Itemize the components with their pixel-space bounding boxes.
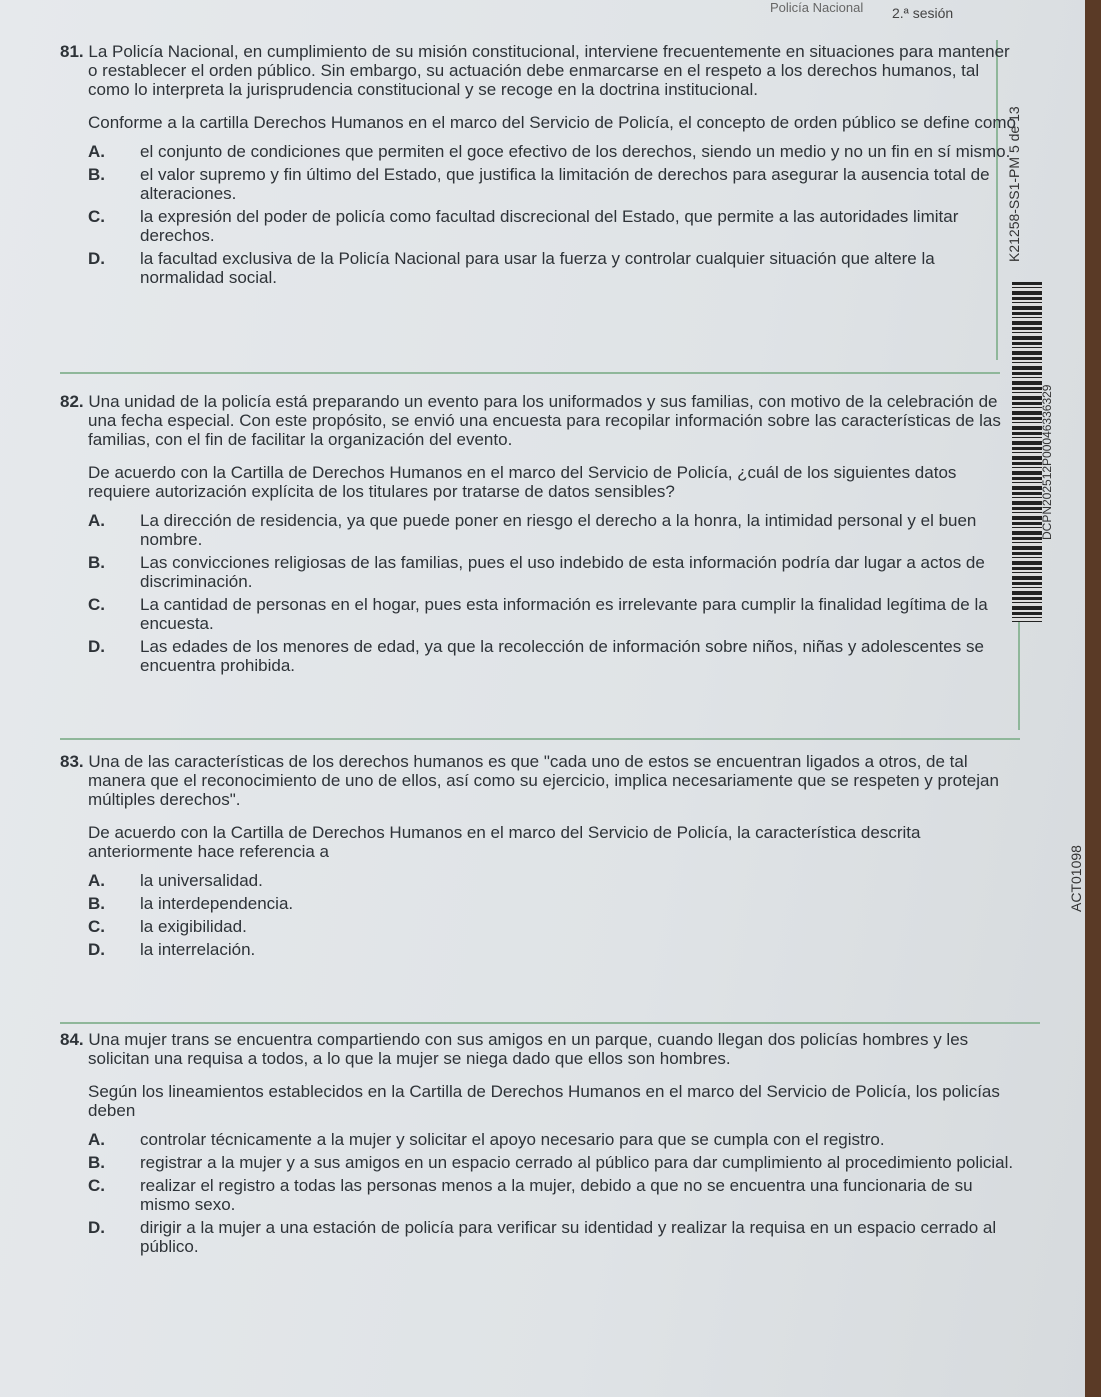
option-text: Las convicciones religiosas de las familias, pues el uso indebido de esta información podría dar lugar a actos de discriminación. [140, 553, 985, 591]
question-lead: De acuerdo con la Cartilla de Derechos Humanos en el marco del Servicio de Policía, ¿cuál de los siguientes datos requiere autorización explícita de los titulares por tratarse de datos sensibles? [88, 463, 957, 501]
option-text: controlar técnicamente a la mujer y solicitar el apoyo necesario para que se cumpla con el registro. [140, 1130, 885, 1149]
question-text: Una mujer trans se encuentra compartiendo con sus amigos en un parque, cuando llegan dos policías hombres y les solicitan una requisa a todos, a lo que la mujer se niega dado que ellos son hombres. [88, 1030, 969, 1068]
answer-option[interactable] [88, 511, 1020, 549]
question-84 [60, 1030, 1020, 1260]
divider [60, 738, 1020, 740]
question-lead: Según los lineamientos establecidos en la Cartilla de Derechos Humanos en el marco del Servicio de Policía, los policías deben [88, 1082, 1000, 1120]
question-stem [60, 42, 1020, 99]
answer-option[interactable] [88, 637, 1020, 675]
divider [60, 372, 1000, 374]
act-code: ACT01098 [1068, 845, 1084, 912]
answer-option[interactable] [88, 207, 1020, 245]
question-stem [60, 1030, 1020, 1068]
option-letter: A. [88, 142, 105, 161]
answer-option[interactable] [88, 940, 1020, 959]
option-letter: C. [88, 917, 105, 936]
answer-option[interactable] [88, 1130, 1020, 1149]
question-text: La Policía Nacional, en cumplimiento de su misión constitucional, interviene frecuentemente en situaciones para mantener o restablecer el orden público. Sin embargo, su actuación debe enmarcarse en el respeto a los derechos humanos, tal como lo interpreta la jurisprudencia constitucional y se recoge en la doctrina institucional. [88, 42, 1010, 99]
answer-option[interactable] [88, 142, 1020, 161]
question-lead: De acuerdo con la Cartilla de Derechos Humanos en el marco del Servicio de Policía, la característica descrita anteriormente hace referencia a [88, 823, 921, 861]
option-text: registrar a la mujer y a sus amigos en un espacio cerrado al público para dar cumplimiento al procedimiento policial. [140, 1153, 1014, 1172]
option-text: el valor supremo y fin último del Estado, que justifica la limitación de derechos para asegurar la ausencia total de alteraciones. [140, 165, 990, 203]
answer-option[interactable] [88, 1176, 1020, 1214]
question-81 [60, 42, 1020, 291]
option-letter: A. [88, 871, 105, 890]
question-lead: Conforme a la cartilla Derechos Humanos en el marco del Servicio de Policía, el concepto de orden público se define como [88, 113, 1016, 132]
answer-option[interactable] [88, 917, 1020, 936]
option-letter: A. [88, 511, 105, 530]
option-text: dirigir a la mujer a una estación de policía para verificar su identidad y realizar la requisa en un espacio cerrado al público. [140, 1218, 997, 1256]
option-letter: D. [88, 940, 105, 959]
divider [60, 1022, 1040, 1024]
option-letter: C. [88, 207, 105, 226]
option-letter: A. [88, 1130, 105, 1149]
answer-option[interactable] [88, 249, 1020, 287]
answer-option[interactable] [88, 894, 1020, 913]
question-number: 82. [60, 392, 84, 411]
option-text: La cantidad de personas en el hogar, pues esta información es irrelevante para cumplir la finalidad legítima de la encuesta. [140, 595, 988, 633]
option-text: la expresión del poder de policía como facultad discrecional del Estado, que permite a las autoridades limitar derechos. [140, 207, 959, 245]
question-text: Una de las características de los derechos humanos es que "cada uno de estos se encuentran ligados a otros, de tal manera que el reconocimiento de uno de ellos, así como su ejercicio, implica necesariamente que se respeten y protejan múltiples derechos". [88, 752, 999, 809]
question-82 [60, 392, 1020, 679]
session-label: 2.ª sesión [892, 5, 954, 21]
question-83 [60, 752, 1020, 963]
option-text: la exigibilidad. [140, 917, 247, 936]
question-stem [60, 752, 1020, 809]
option-letter: C. [88, 1176, 105, 1195]
page-header [0, 0, 1101, 24]
option-text: Las edades de los menores de edad, ya que la recolección de información sobre niños, niñas y adolescentes se encuentra prohibida. [140, 637, 984, 675]
question-stem [60, 392, 1020, 449]
answer-option[interactable] [88, 553, 1020, 591]
question-text: Una unidad de la policía está preparando un evento para los uniformados y sus familias, con motivo de la celebración de una fecha especial. Con este propósito, se envió una encuesta para recopilar información sobre las características de las familias, con el fin de facilitar la organización del evento. [88, 392, 1001, 449]
question-number: 81. [60, 42, 84, 61]
answer-option[interactable] [88, 1218, 1020, 1256]
option-letter: C. [88, 595, 105, 614]
option-text: La dirección de residencia, ya que puede poner en riesgo el derecho a la honra, la intimidad personal y el buen nombre. [140, 511, 977, 549]
option-letter: B. [88, 553, 105, 572]
option-letter: D. [88, 249, 105, 268]
option-text: el conjunto de condiciones que permiten el goce efectivo de los derechos, siendo un medio y no un fin en sí mismo. [140, 142, 1011, 161]
question-number: 83. [60, 752, 84, 771]
option-text: realizar el registro a todas las personas menos a la mujer, debido a que no se encuentra una funcionaria de su mismo sexo. [140, 1176, 973, 1214]
option-text: la interdependencia. [140, 894, 294, 913]
background-surface [1085, 0, 1101, 1397]
question-number: 84. [60, 1030, 84, 1049]
option-letter: B. [88, 165, 105, 184]
option-letter: D. [88, 1218, 105, 1237]
page-code: K21258-SS1-PM 5 de 13 [1006, 106, 1022, 262]
answer-option[interactable] [88, 165, 1020, 203]
option-text: la interrelación. [140, 940, 256, 959]
exam-title: Policía Nacional [770, 0, 864, 15]
barcode-text: DCPN202512P00046336329 [1040, 384, 1054, 540]
option-text: la facultad exclusiva de la Policía Nacional para usar la fuerza y controlar cualquier situación que altere la normalidad social. [140, 249, 935, 287]
answer-option[interactable] [88, 1153, 1020, 1172]
answer-option[interactable] [88, 871, 1020, 890]
option-text: la universalidad. [140, 871, 263, 890]
answer-option[interactable] [88, 595, 1020, 633]
option-letter: B. [88, 1153, 105, 1172]
option-letter: D. [88, 637, 105, 656]
option-letter: B. [88, 894, 105, 913]
